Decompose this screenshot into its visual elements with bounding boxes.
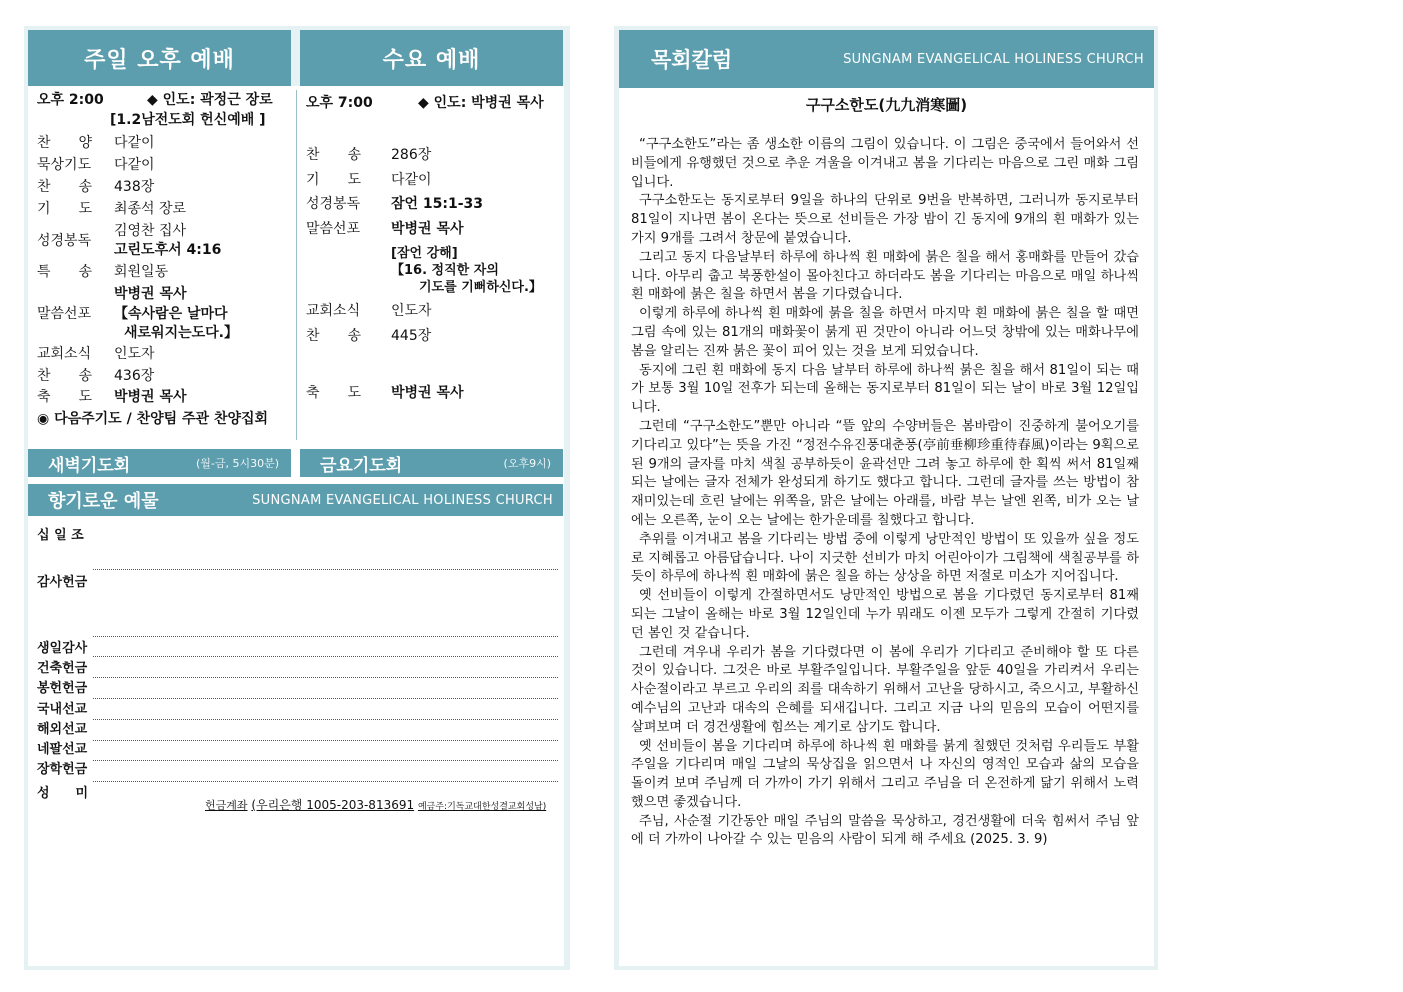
wednesday-blessing-value: 박병권 목사 [391,385,464,401]
offering-line [93,656,558,657]
wednesday-sermon-label: 말씀선포 [306,221,361,237]
sunday-item-value: 다같이 [114,135,155,151]
article-paragraph: 이렇게 하루에 하나씩 흰 매화에 붉을 칠을 하면서 마지막 흰 매화에 붉은 칠을 할 때면 그림 속에 있는 81개의 매화꽃이 붉게 핀 것만이 아니라 어느덧 창밖에 있는 매화나무에 봄을 알리는 진짜 붉은 꽃이 피어 있는 것을 보게 되었습니다. [631,306,1139,359]
sunday-prayer-lead: ◆ 인도: 곽정근 장로 [147,92,273,108]
sunday-sermon-title-1: 【속사람은 날마다 [114,306,228,322]
offering-tithe-label: 십 일 조 [37,528,84,543]
offering-title: 향기로운 예물 [48,491,159,512]
article-title: 구구소한도(九九消寒圖) [805,96,968,114]
sunday-next-week-note: ◉ 다음주기도 / 찬양팀 주관 찬양집회 [37,411,269,427]
offering-rice-label: 성 미 [37,786,89,801]
article-paragraph: 추위를 이겨내고 봄을 기다리는 방법 중에 이렇게 낭만적인 방법이 또 있을까 싶을 정도로 지혜롭고 아름답습니다. 나이 지긋한 선비가 마치 어린아이가 그림책에 색칠공부를 하듯이 하루에 하나씩 흰 매화에 붉은 칠을 하는 상상을 하면 저절로 미소가 지어집니다. [631,531,1139,585]
sunday-reading-text: 고린도후서 4:16 [114,242,222,258]
article-paragraph: 동지에 그린 흰 매화에 동지 다음 날부터 하루에 하나씩 붉은 칠을 해서 81일이 되는 때가 보통 3월 10일 전후가 되는데 올해는 동지로부터 81일이 되는 날이 바로 3월 12일입니다. [631,362,1139,416]
offering-account [205,796,546,816]
article-body [631,136,1139,850]
wednesday-item-label: 기 도 [306,172,362,188]
wednesday-item-value: 인도자 [391,303,432,319]
wednesday-prayer-lead: ◆ 인도: 박병권 목사 [418,95,544,111]
wednesday-item-value: 286장 [391,147,432,163]
wednesday-item-label: 교회소식 [306,303,361,319]
wednesday-time: 오후 7:00 [306,95,373,111]
sunday-sermon-label: 말씀선포 [37,306,92,322]
column-title: 목회칼럼 [651,48,733,72]
offering-item-label: 생일감사 [37,641,88,656]
sunday-item-label: 묵상기도 [37,157,92,173]
wednesday-reading-value: 잠언 15:1-33 [391,196,484,212]
friday-prayer-bar [300,449,563,477]
sunday-item-value: 인도자 [114,346,155,362]
offering-line [93,719,558,720]
offering-item-label: 장학헌금 [37,762,88,777]
offering-account-holder: 예금주:기독교대한성결교회성남) [417,802,547,812]
article-paragraph: 그런데 겨우내 우리가 봄을 기다렸다면 이 봄에 우리가 기다리고 준비해야 할 또 다른 것이 있습니다. 그것은 바로 부활주일입니다. 부활주일을 앞둔 40일을 가리켜서 우리는 사순절이라고 부르고 우리의 죄를 대속하기 위해서 고난을 당하시고, 죽으시고, 부활하신 예수님의 고난과 대속의 은혜를 되새깁니다. 그리고 지금 나의 믿음의 모습이 어떤지를 살펴보며 더 경건생활에 힘쓰는 계기로 삼기도 합니다. [631,644,1139,735]
offering-thanks-label: 감사헌금 [37,575,88,590]
sunday-reading-label: 성경봉독 [37,233,92,249]
offering-item-label: 해외선교 [37,722,88,737]
offering-line [93,740,558,741]
offering-account-number: (우리은행 1005-203-813691 [251,798,415,812]
wednesday-item-label: 찬 송 [306,328,362,344]
wednesday-item-label: 찬 송 [306,147,362,163]
friday-prayer-time: (오후9시) [503,457,551,470]
wednesday-sermon-note-1: [잠언 강해] [391,246,458,261]
sunday-item-value: 다같이 [114,157,155,173]
sunday-item-label: 기 도 [37,201,93,217]
wednesday-reading-label: 성경봉독 [306,196,361,212]
article-paragraph: 옛 선비들이 봄을 기다리며 하루에 하나씩 흰 매화를 붉게 칠했던 것처럼 우리들도 부활주일을 기다리며 매일 그날의 묵상집을 읽으면서 나 자신의 영적인 모습과 삶의 모습을 돌이켜 보며 주님께 더 가까이 가기 위해서 그리고 주님을 더 온전하게 닮기 위해서 노력했으면 좋겠습니다. [631,738,1139,810]
article-paragraph: “구구소한도”라는 좀 생소한 이름의 그림이 있습니다. 이 그림은 중국에서 들어와서 선비들에게 유행했던 것으로 추운 겨울을 이겨내고 봄을 기다리는 마음으로 그린 매화 그림입니다. [631,137,1139,190]
offering-line [93,760,558,761]
offering-item-label: 건축헌금 [37,661,88,676]
sunday-reading-person: 김영찬 집사 [114,223,187,239]
sunday-special-service: [1.2남전도회 헌신예배 ] [110,112,266,128]
offering-church-name: SUNGNAM EVANGELICAL HOLINESS CHURCH [252,492,553,508]
article-paragraph: 그런데 “구구소한도”뿐만 아니라 “뜰 앞의 수양버들은 봄바람이 진중하게 불어오기를 기다리고 있다”는 뜻을 가진 “정전수유진풍대춘풍(亭前垂柳珍重待春風)이라는 9획으로 된 9개의 글자를 마치 색칠 공부하듯이 윤곽선만 그려 놓고 하루에 한 획씩 써서 81일째 되는 날에는 글자 전체가 완성되게 하기도 했다고 합니다. 그런데 글자를 쓰는 방법이 참 재미있는데 흐린 날에는 위쪽을, 맑은 날에는 아래를, 바람 부는 날엔 왼쪽, 비가 오는 날에는 오른쪽, 눈이 오는 날에는 한가운데를 칠했다고 합니다. [631,418,1139,528]
offering-item-label: 봉헌헌금 [37,681,88,696]
offering-line [93,781,558,782]
sunday-item-label: 찬 송 [37,368,93,384]
offering-line [93,569,558,570]
offering-item-label: 국내선교 [37,702,88,717]
column-header [619,30,1154,88]
wednesday-sermon-note-2: 【16. 정직한 자의 [391,263,499,278]
offering-header [28,484,563,516]
offering-item-label: 네팔선교 [37,742,88,757]
dawn-prayer-bar [28,449,291,477]
offering-line [93,677,558,678]
article-paragraph: 옛 선비들이 이렇게 간절하면서도 낭만적인 방법으로 봄을 기다렸던 동지로부터 81째 되는 그날이 올해는 바로 3월 12일인데 누가 뭐래도 이젠 모두가 그렇게 간절히 기다렸던 봄인 것 같습니다. [631,588,1139,641]
sunday-special-label: 특 송 [37,264,93,280]
sunday-item-label: 찬 양 [37,135,93,151]
article-paragraph: 주님, 사순절 기간동안 매일 주님의 말씀을 묵상하고, 경건생활에 더욱 힘써서 주님 앞에 더 가까이 나아갈 수 있는 믿음의 사람이 되게 해 주세요 (2025. 3. 9) [631,813,1139,848]
dawn-prayer-title: 새벽기도회 [48,455,131,476]
sunday-item-value: 436장 [114,368,155,384]
wednesday-service-header: 수요 예배 [300,30,563,86]
sunday-service-header: 주일 오후 예배 [28,30,291,86]
sunday-item-label: 찬 송 [37,179,93,195]
wednesday-sermon-note-3: 기도를 기뻐하신다.】 [419,280,542,295]
sunday-sermon-title-2: 새로워지는도다.】 [124,325,238,341]
wednesday-blessing-label: 축 도 [306,385,362,401]
article-paragraph: 그리고 동지 다음날부터 하루에 하나씩 흰 매화에 붉은 칠을 해서 홍매화를 만들어 갔습니다. 아무리 춥고 북풍한설이 몰아친다고 하더라도 봄을 기다리는 마음으로 매일 하나씩 흰 매화에 붉은 칠을 하면서 봄을 기다렸습니다. [631,249,1139,303]
wednesday-item-value: 다같이 [391,172,432,188]
friday-prayer-title: 금요기도회 [320,455,403,476]
offering-line [93,698,558,699]
sunday-time: 오후 2:00 [37,92,104,108]
article-paragraph: 구구소한도는 동지로부터 9일을 하나의 단위로 9번을 반복하면, 그러니까 동지로부터 81일이 지나면 봄이 온다는 뜻으로 선비들은 가장 밤이 긴 동지에 9개의 흰 매화가 있는 가지 9개를 그려서 창문에 붙였습니다. [631,193,1139,246]
column-divider [296,90,297,440]
sunday-item-value: 최종석 장로 [114,201,187,217]
sunday-item-value: 박병권 목사 [114,389,187,405]
sunday-item-label: 교회소식 [37,346,92,362]
wednesday-sermon-value: 박병권 목사 [391,221,464,237]
offering-account-label: 헌금계좌 [205,799,248,812]
sunday-special-value: 회원일동 [114,264,169,280]
dawn-prayer-time: (월-금, 5시30분) [195,457,279,470]
column-church-name: SUNGNAM EVANGELICAL HOLINESS CHURCH [843,51,1144,67]
offering-line [93,636,558,637]
sunday-item-label: 축 도 [37,389,93,405]
sunday-sermon-preacher: 박병권 목사 [114,286,187,302]
sunday-item-value: 438장 [114,179,155,195]
wednesday-item-value: 445장 [391,328,432,344]
